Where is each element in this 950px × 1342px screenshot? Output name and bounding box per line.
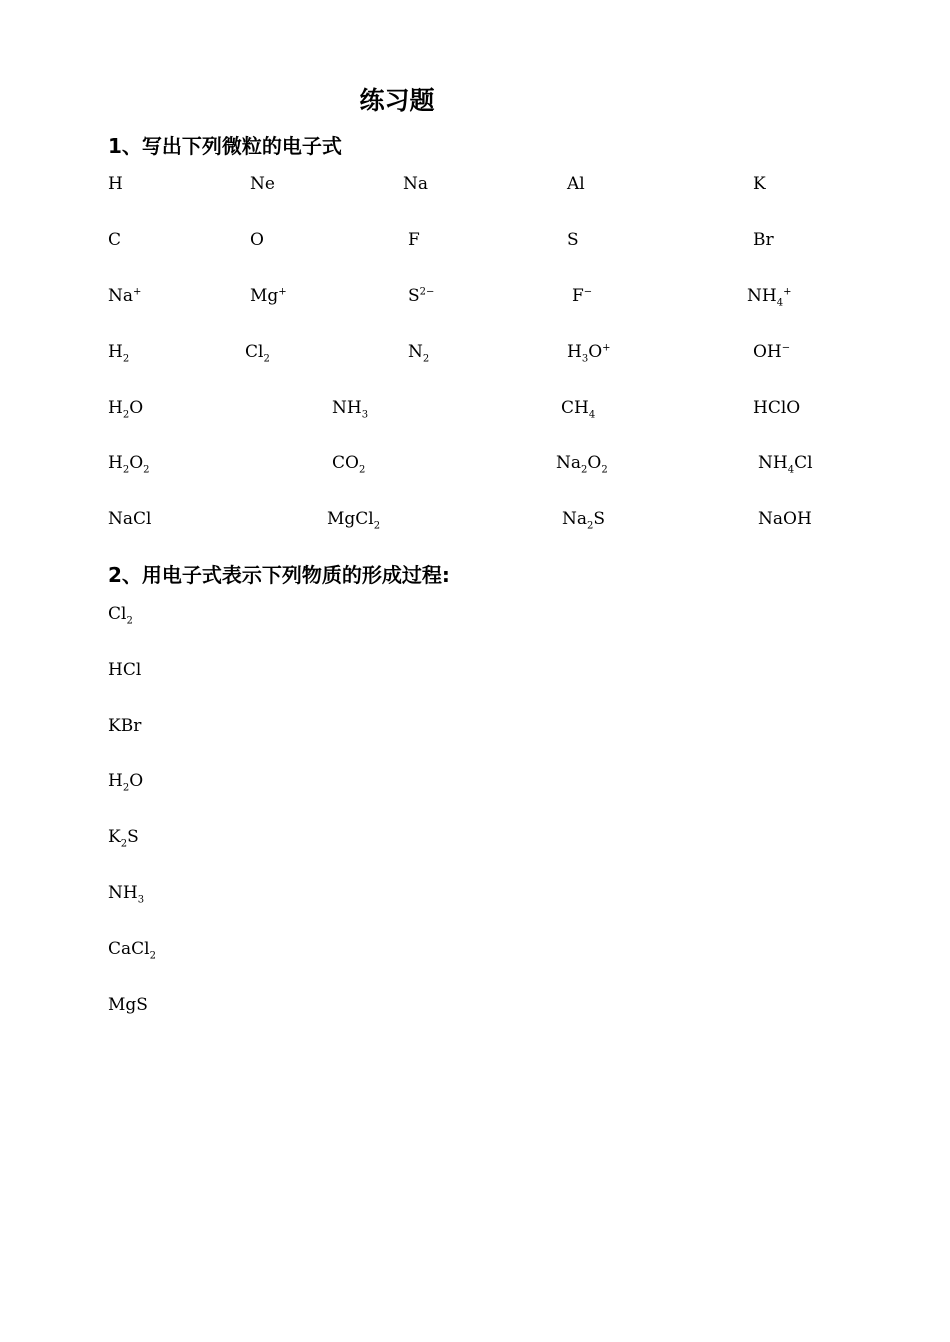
formula-item: O [250,230,264,250]
formula-item: C [108,230,122,250]
formula-item: $NH_4^+$ [747,286,792,309]
formula-item: $CH_4$ [561,398,596,421]
formula-item: $Cl_2$ [245,342,270,365]
formula-item: Ne [250,174,275,194]
formula-item: H [108,174,123,194]
formula-item: $H_2$ [108,342,130,365]
formula-item: $CO_2$ [332,453,366,476]
formula-item: $Na_2O_2$ [556,453,608,476]
formation-item: CaCl$_2$ [108,938,156,962]
section-2-heading: 2、用电子式表示下列物质的形成过程: [108,563,450,587]
formula-item: Al [567,174,585,194]
formula-item: $NH_3$ [332,398,369,421]
section-1-heading: 1、写出下列微粒的电子式 [108,134,342,158]
formula-item: MgCl$_2$ [327,509,381,532]
formula-item: S [567,230,579,250]
formation-item: KBr [108,715,142,736]
page-title: 练习题 [359,86,435,115]
formula-item: $N_2$ [408,342,430,365]
formula-item: F− [572,286,593,306]
formula-item: $Na_2S$ [562,509,606,532]
formula-item: Br [753,230,774,250]
formula-item: Na+ [108,286,142,306]
formula-item: NaOH [758,509,812,529]
formation-item: HCl [108,659,142,680]
formation-item: $H_2O$ [108,771,144,794]
formula-item: $H_2O_2$ [108,453,150,476]
formula-item: K [753,174,766,194]
formula-item: $H_2O$ [108,398,144,421]
formula-item: $S^{2-}$ [408,286,435,306]
formula-item: F [408,230,420,250]
formula-item: Na [403,174,429,194]
formula-item: HClO [753,398,801,418]
formula-item: Mg+ [250,286,287,306]
formation-item: $NH_3$ [108,883,145,906]
formula-item: $H_3O^+$ [567,342,611,365]
formula-item: NaCl [108,509,152,529]
formation-item: $Cl_2$ [108,604,133,627]
formula-item: $NH_4Cl$ [758,453,813,476]
formation-item: MgS [108,994,148,1015]
formula-item: OH− [753,342,791,362]
formation-item: $K_2S$ [108,827,139,850]
